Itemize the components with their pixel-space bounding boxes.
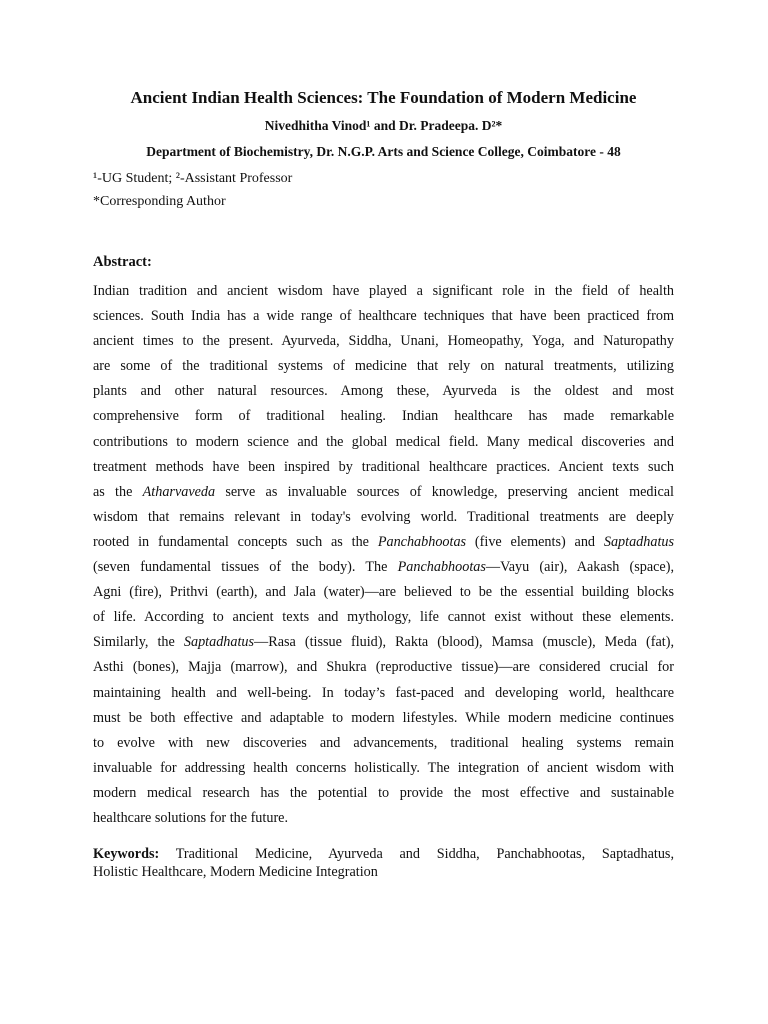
abstract-text: contributions to modern science and the global medical field. Many medical discoveries and (93, 433, 674, 450)
keywords-list-part-1: Traditional Medicine, Ayurveda and Siddha, Panchabhootas, Saptadhatus, (159, 846, 674, 862)
abstract-line (93, 530, 674, 555)
abstract-text: of life. According to ancient texts and mythology, life cannot exist without these elements. (93, 609, 674, 626)
abstract-text: (five elements) and (466, 533, 604, 550)
abstract-line (93, 605, 674, 630)
abstract-line (93, 806, 674, 831)
abstract-text: must be both effective and adaptable to modern lifestyles. While modern medicine continues (93, 709, 674, 726)
abstract-text: —Rasa (tissue fluid), Rakta (blood), Mamsa (muscle), Meda (fat), (254, 634, 674, 651)
abstract-text: wisdom that remains relevant in today's evolving world. Traditional treatments are deeply (93, 508, 674, 525)
abstract-text: serve as invaluable sources of knowledge, preserving ancient medical (215, 483, 674, 500)
abstract-text: Asthi (bones), Majja (marrow), and Shukra (reproductive tissue)—are considered crucial for (93, 659, 674, 676)
abstract-line (93, 555, 674, 580)
keywords-block (93, 845, 674, 881)
abstract-heading: Abstract: (93, 254, 152, 270)
paper-title: Ancient Indian Health Sciences: The Foundation of Modern Medicine (130, 88, 637, 107)
abstract-text: sciences. South India has a wide range of healthcare techniques that have been practiced from (93, 308, 674, 325)
abstract-text: Agni (fire), Prithvi (earth), and Jala (water)—are believed to be the essential building blocks (93, 584, 674, 601)
affiliation: Department of Biochemistry, Dr. N.G.P. Arts and Science College, Coimbatore - 48 (146, 144, 621, 159)
italic-term: Saptadhatus (603, 533, 674, 550)
abstract-text: invaluable for addressing health concerns holistically. The integration of ancient wisdom with (93, 759, 674, 776)
abstract-line (93, 404, 674, 429)
abstract-line (93, 630, 674, 655)
abstract-line (93, 379, 674, 404)
abstract-line (93, 706, 674, 731)
abstract-line (93, 731, 674, 756)
italic-term: Saptadhatus (183, 634, 255, 651)
abstract-line (93, 455, 674, 480)
keywords-label: Keywords: (93, 846, 160, 862)
author-list: Nivedhitha Vinod¹ and Dr. Pradeepa. D²* (264, 118, 503, 133)
abstract-line (93, 781, 674, 806)
abstract-line (93, 354, 674, 379)
abstract-text: —Vayu (air), Aakash (space), (485, 559, 674, 576)
abstract-text: ancient times to the present. Ayurveda, Siddha, Unani, Homeopathy, Yoga, and Naturopathy (93, 333, 674, 350)
keywords-line-2: Holistic Healthcare, Modern Medicine Integration (93, 864, 378, 880)
abstract-text: healthcare solutions for the future. (93, 809, 289, 826)
abstract-text: Similarly, the (93, 634, 184, 651)
abstract-line (93, 756, 674, 781)
abstract-line (93, 480, 674, 505)
abstract-text: comprehensive form of traditional healing. Indian healthcare has made remarkable (93, 408, 674, 425)
italic-term: Panchabhootas (397, 559, 486, 576)
abstract-text: Indian tradition and ancient wisdom have played a significant role in the field of health (93, 283, 674, 299)
abstract-line (93, 681, 674, 706)
abstract-text: (seven fundamental tissues of the body). The (93, 559, 398, 576)
abstract-text: treatment methods have been inspired by traditional healthcare practices. Ancient texts such (93, 458, 674, 475)
corresponding-author-note: *Corresponding Author (93, 194, 226, 209)
abstract-text: as the (93, 483, 143, 500)
abstract-line (93, 329, 674, 354)
abstract-text: plants and other natural resources. Among these, Ayurveda is the oldest and most (93, 383, 674, 400)
abstract-line (93, 279, 674, 304)
abstract-text: maintaining health and well-being. In today’s fast-paced and developing world, healthcare (93, 684, 674, 701)
abstract-text: modern medical research has the potential to provide the most effective and sustainable (93, 784, 674, 801)
abstract-text: rooted in fundamental concepts such as the (93, 533, 378, 550)
keywords-line-1 (93, 845, 674, 863)
abstract-line (93, 430, 674, 455)
abstract-body (93, 279, 674, 831)
italic-term: Panchabhootas (377, 533, 467, 550)
abstract-line (93, 580, 674, 605)
abstract-line (93, 304, 674, 329)
italic-term: Atharvaveda (142, 483, 216, 500)
abstract-text: to evolve with new discoveries and advancements, traditional healing systems remain (93, 734, 674, 751)
abstract-line (93, 505, 674, 530)
abstract-line (93, 655, 674, 680)
abstract-text: are some of the traditional systems of medicine that rely on natural treatments, utilizing (93, 358, 674, 375)
author-role-note: ¹-UG Student; ²-Assistant Professor (93, 171, 293, 186)
